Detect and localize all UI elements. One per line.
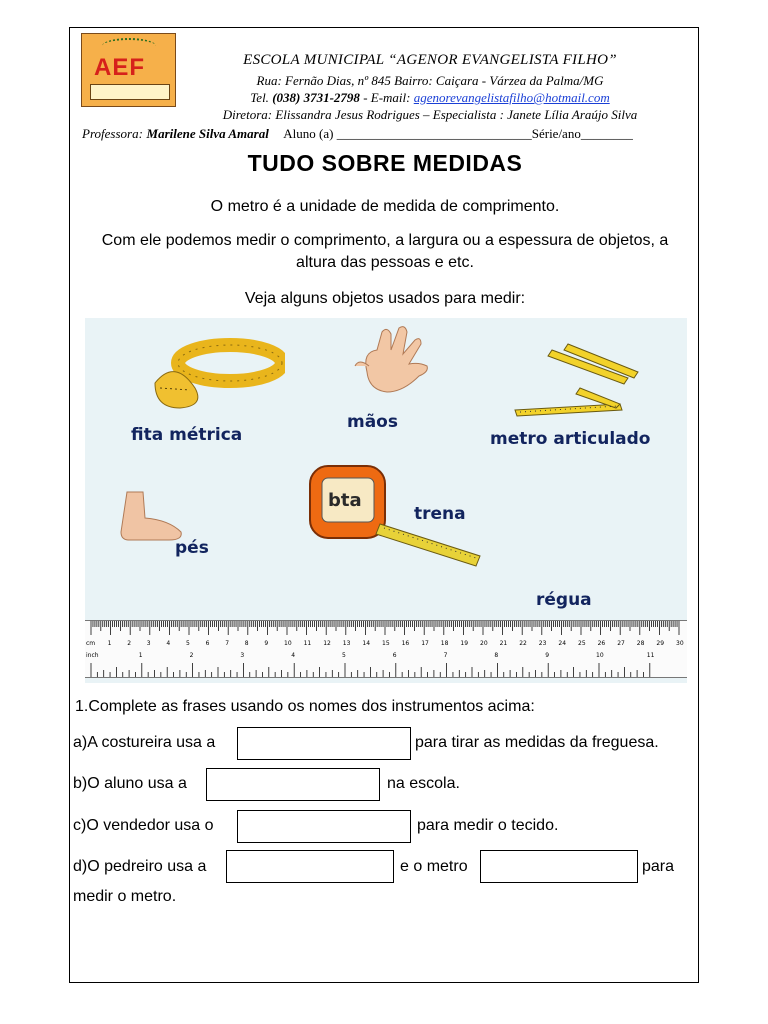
label-fita-metrica: fita métrica (131, 425, 243, 445)
email-label: - E-mail: (363, 90, 411, 105)
worksheet-page (69, 27, 699, 983)
answer-box-b[interactable] (206, 768, 380, 801)
ruler-inch-number: 6 (392, 652, 397, 659)
ruler-inch-number: 9 (545, 652, 550, 659)
email-link[interactable]: agenorevangelistafilho@hotmail.com (413, 90, 610, 105)
folding-rule-icon (510, 338, 645, 418)
tel-label: Tel. (250, 90, 269, 105)
question-a-suffix: para tirar as medidas da freguesa. (415, 734, 659, 751)
ruler-inch-number: 1 (138, 652, 143, 659)
ruler-cm-number: 18 (440, 640, 449, 647)
ruler-cm-number: 30 (676, 640, 684, 647)
ruler-inch-number: 3 (240, 652, 245, 659)
label-metro-articulado: metro articulado (490, 429, 651, 449)
ruler-cm-number: 13 (342, 640, 351, 647)
page-title: TUDO SOBRE MEDIDAS (247, 150, 523, 176)
grade-field[interactable]: Série/ano________ (531, 126, 633, 141)
answer-box-a[interactable] (237, 727, 411, 760)
ruler-cm-number: 22 (519, 640, 527, 647)
ruler-cm-number: 11 (303, 640, 312, 647)
intro-line-1: O metro é a unidade de medida de comprimento. (210, 198, 560, 215)
ruler-cm-label: cm (86, 640, 96, 647)
question-b-prefix: b)O aluno usa a (73, 775, 187, 792)
ruler-cm-number: 17 (421, 640, 429, 647)
measuring-objects-illustration (85, 318, 687, 683)
ruler-inch-number: 10 (596, 652, 604, 659)
ruler-cm-number: 3 (146, 640, 151, 647)
ruler-cm-number: 21 (499, 640, 508, 647)
logo-book-icon (90, 84, 170, 100)
ruler-cm-number: 12 (323, 640, 331, 647)
label-regua: régua (536, 590, 592, 610)
ruler-inch-number: 8 (494, 652, 499, 659)
professor-label: Professora: (82, 126, 143, 141)
tel-number: (038) 3731-2798 (272, 90, 360, 105)
answer-box-d1[interactable] (226, 850, 394, 883)
ruler-cm-number: 8 (244, 640, 249, 647)
ruler-cm-number: 24 (558, 640, 567, 647)
ruler-cm-number: 27 (617, 640, 625, 647)
ruler-cm-number: 19 (460, 640, 469, 647)
question-d-prefix: d)O pedreiro usa a (73, 858, 207, 875)
directors-line: Diretora: Elissandra Jesus Rodrigues – Especialista : Janete Lília Araújo Silva (222, 107, 638, 122)
school-contact (180, 90, 680, 106)
trena-brand-text: bta (328, 490, 362, 511)
ruler-cm-number: 16 (401, 640, 410, 647)
student-name-field[interactable]: Aluno (a) ______________________________ (283, 126, 532, 141)
school-address: Rua: Fernão Dias, nº 845 Bairro: Caiçara - Várzea da Palma/MG (256, 73, 604, 88)
ruler-cm-number: 23 (538, 640, 547, 647)
ruler-cm-number: 2 (127, 640, 132, 647)
ruler-inch-number: 5 (342, 652, 346, 659)
question-b-suffix: na escola. (387, 775, 460, 792)
logo-text: AEF (94, 54, 145, 81)
ruler-cm-number: 28 (636, 640, 645, 647)
label-maos: mãos (347, 412, 398, 432)
ruler-cm-number: 7 (225, 640, 230, 647)
ruler-inch-number: 4 (291, 652, 296, 659)
school-name: ESCOLA MUNICIPAL “AGENOR EVANGELISTA FILHO” (243, 52, 617, 68)
label-trena: trena (414, 504, 466, 524)
question-c-prefix: c)O vendedor usa o (73, 817, 214, 834)
tape-measure-icon (135, 328, 285, 413)
question-c-suffix: para medir o tecido. (417, 817, 559, 834)
ruler-inch-number: 7 (443, 652, 448, 659)
intro-line-2: Com ele podemos medir o comprimento, a largura ou a espessura de objetos, a altura das pessoas e etc. (101, 232, 669, 271)
ruler-inch-number: 2 (189, 652, 194, 659)
professor-name: Marilene Silva Amaral (146, 126, 269, 141)
label-pes: pés (175, 538, 209, 558)
ruler-cm-number: 4 (166, 640, 171, 647)
ruler-cm-number: 14 (362, 640, 371, 647)
ruler-cm-number: 1 (107, 640, 112, 647)
ruler-cm-number: 5 (186, 640, 190, 647)
question-d-middle: e o metro (400, 858, 468, 875)
logo-arc (102, 38, 156, 54)
ruler-cm-number: 25 (578, 640, 586, 647)
question-d-suffix: para (642, 858, 675, 875)
ruler-cm-number: 6 (205, 640, 210, 647)
ruler-cm-number: 26 (597, 640, 606, 647)
exercise-title: 1.Complete as frases usando os nomes dos instrumentos acima: (75, 698, 535, 715)
school-logo (81, 33, 176, 107)
question-a-prefix: a)A costureira usa a (73, 734, 216, 751)
question-d-line2: medir o metro. (73, 888, 177, 905)
intro-line-3: Veja alguns objetos usados para medir: (244, 290, 526, 307)
ruler-cm-number: 29 (656, 640, 665, 647)
ruler-cm-number: 10 (284, 640, 292, 647)
ruler-ticks (85, 621, 687, 677)
student-info-row (82, 126, 692, 142)
ruler-cm-number: 15 (382, 640, 390, 647)
ruler-cm-number: 20 (480, 640, 488, 647)
ruler-image (85, 620, 687, 678)
answer-box-d2[interactable] (480, 850, 638, 883)
ruler-inch-label: inch (86, 652, 99, 659)
ruler-cm-number: 9 (264, 640, 269, 647)
answer-box-c[interactable] (237, 810, 411, 843)
ruler-inch-number: 11 (646, 652, 655, 659)
hand-icon (347, 322, 435, 402)
